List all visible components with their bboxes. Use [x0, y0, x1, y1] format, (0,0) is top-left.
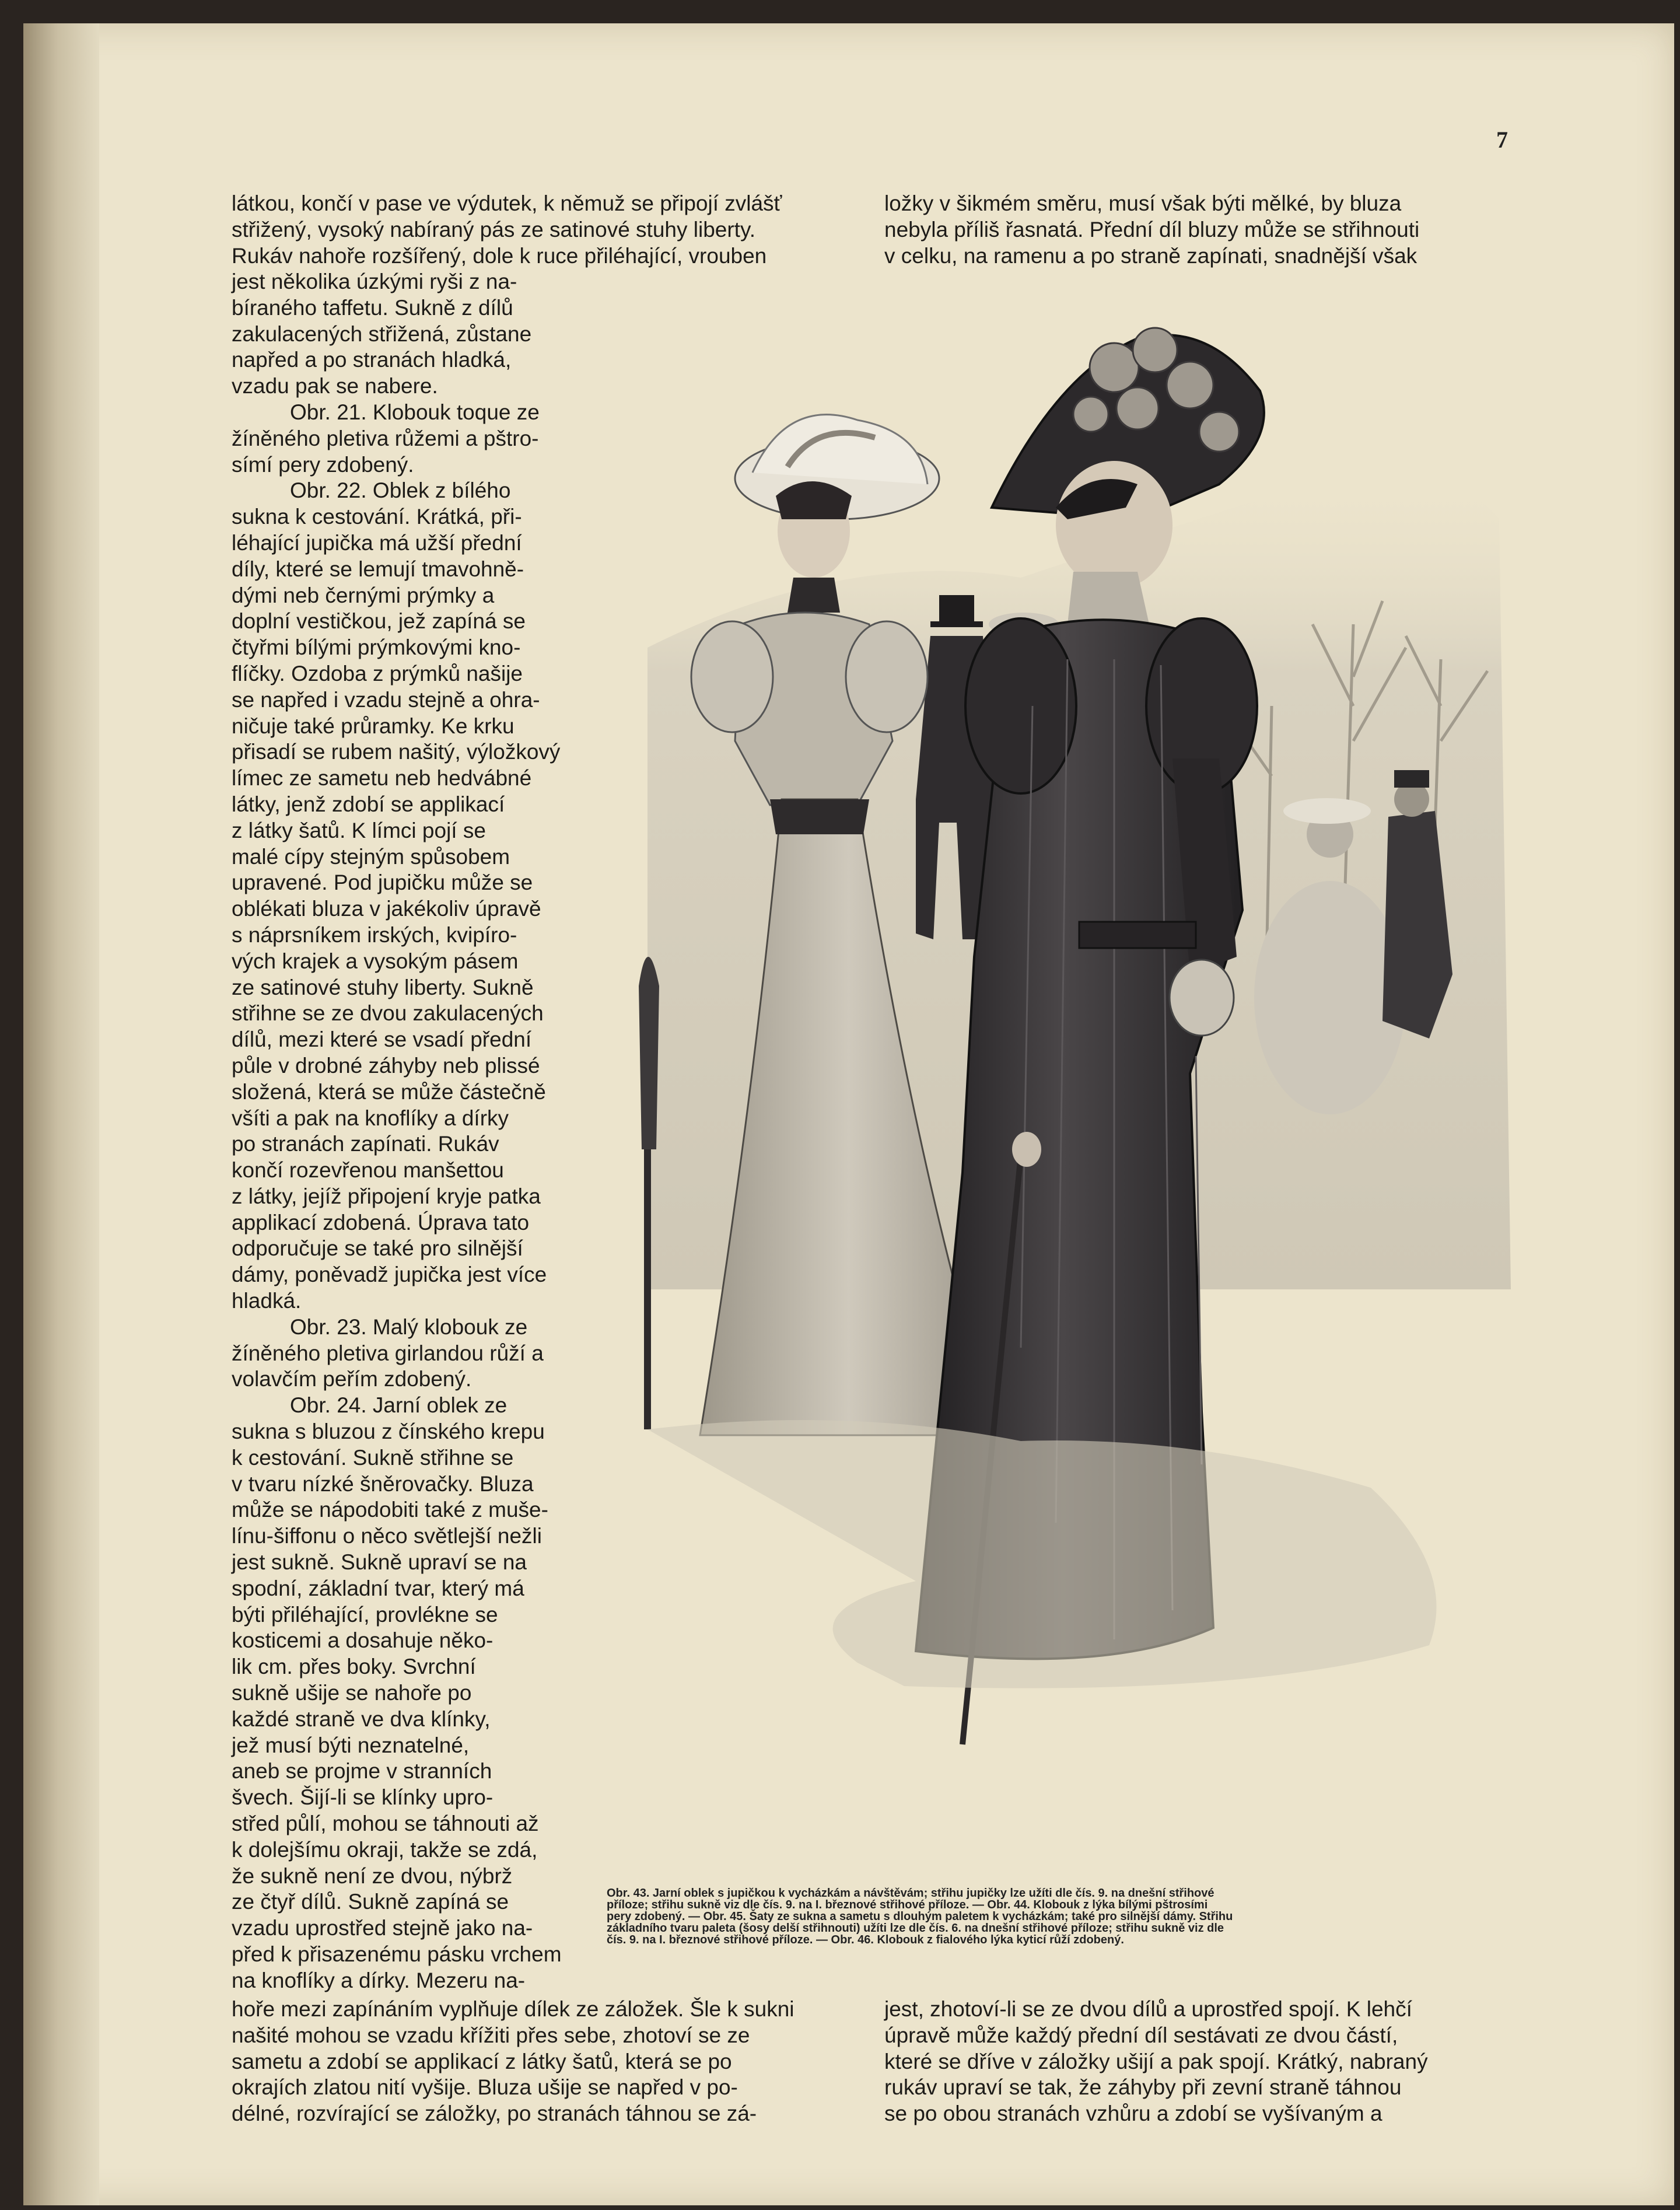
text-line: volavčím peřím zdobený. [232, 1367, 472, 1391]
text-line: po stranách zapínati. Rukáv [232, 1132, 499, 1156]
ground [648, 1420, 1437, 1688]
text-line: půle v drobné záhyby neb plissé [232, 1053, 540, 1078]
text-line: applikací zdobená. Úprava tato [232, 1210, 530, 1235]
narrow-text-column [232, 269, 593, 1994]
text-line: jest, zhotoví-li se ze dvou dílů a uprostřed spojí. K lehčí [884, 1997, 1412, 2021]
text-line: napřed a po stranách hladká, [232, 348, 512, 372]
text-line: že sukně není ze dvou, nýbrž [232, 1863, 513, 1888]
book-spine [23, 23, 99, 2205]
text-line: hoře mezi zapínáním vyplňuje dílek ze záložek. Šle k sukni [232, 1997, 794, 2021]
text-line: v tvaru nízké šněrovačky. Bluza [232, 1471, 534, 1496]
column-bottom-left [232, 1996, 873, 2127]
caption-line: Obr. 43. Jarní oblek s jupičkou k vycházkám a návštěvám; střihu jupičky lze užíti dle čís. 9. na dnešní střihové [607, 1887, 1214, 1900]
text-line: Obr. 21. Klobouk toque ze [290, 400, 540, 424]
text-line: délné, rozvírající se záložky, po stranách táhnou se zá- [232, 2101, 757, 2126]
text-line: ze satinové stuhy liberty. Sukně [232, 975, 534, 999]
text-line: střižený, vysoký nabíraný pás ze satinové stuhy liberty. [232, 217, 755, 242]
text-line: okrajích zlatou nití vyšije. Bluza ušije se napřed v po- [232, 2075, 738, 2100]
page-number: 7 [1496, 127, 1508, 153]
text-line: se napřed i vzadu stejně a ohra- [232, 687, 540, 712]
text-line: přisadí se rubem našitý, výložkový [232, 740, 561, 764]
text-line: může se nápodobiti také z muše- [232, 1498, 548, 1522]
text-line: límec ze sametu neb hedvábné [232, 766, 532, 791]
text-line: malé cípy stejným spůsobem [232, 844, 510, 869]
text-line: odporučuje se také pro silnější [232, 1236, 523, 1261]
text-line: zakulacených střižená, zůstane [232, 321, 532, 346]
text-line: čtyřmi bílými prýmkovými kno- [232, 635, 521, 660]
text-line: jest sukně. Sukně upraví se na [232, 1550, 527, 1575]
text-line: v celku, na ramenu a po straně zapínati, snadnější však [884, 243, 1418, 268]
text-line: vzadu pak se nabere. [232, 374, 438, 398]
fashion-illustration [612, 298, 1522, 1756]
text-line: kosticemi a dosahuje něko- [232, 1628, 494, 1653]
text-line: aneb se projme v stranních [232, 1759, 492, 1784]
text-line: spodní, základní tvar, který má [232, 1576, 524, 1600]
text-line: díly, které se lemují tmavohně- [232, 557, 524, 581]
text-line: nebyla příliš řasnatá. Přední díl bluzy může se střihnouti [884, 217, 1420, 242]
text-line: ze čtyř dílů. Sukně zapíná se [232, 1890, 509, 1914]
text-line: žíněného pletiva růžemi a pštro- [232, 426, 539, 450]
text-line: sukně ušije se nahoře po [232, 1681, 472, 1705]
text-line: oblékati bluza v jakékoliv úpravě [232, 897, 541, 921]
text-line: úpravě může každý přední díl sestávati ze dvou částí, [884, 2023, 1398, 2047]
text-line: ložky v šikmém směru, musí však býti mělké, by bluza [884, 191, 1402, 215]
text-line: švech. Šijí-li se klínky upro- [232, 1785, 494, 1810]
text-line: které se dříve v záložky ušijí a pak spojí. Krátký, nabraný [884, 2049, 1428, 2073]
figure-caption [607, 1887, 1517, 1946]
text-line: sukna s bluzou z čínského krepu [232, 1419, 545, 1444]
text-line: Obr. 23. Malý klobouk ze [290, 1314, 528, 1339]
caption-line: pery zdobený. — Obr. 45. Šaty ze sukna a sametu s dlouhým paletem k vycházkám; také pro silnější dámy. Střihu [607, 1910, 1233, 1923]
text-line: jest několika úzkými ryši z na- [232, 270, 517, 293]
text-line: bíraného taffetu. Sukně z dílů [232, 295, 513, 320]
text-line: k dolejšímu okraji, takže se zdá, [232, 1837, 538, 1862]
text-line: s náprsníkem irských, kvipíro- [232, 922, 517, 947]
text-line: Rukáv nahoře rozšířený, dole k ruce přiléhající, vrouben [232, 243, 767, 268]
text-line: před k přisazenému pásku vrchem [232, 1942, 562, 1966]
text-line: léhající jupička má užší přední [232, 530, 522, 555]
column-bottom-right [884, 1996, 1526, 2127]
text-line: símí pery zdobený. [232, 452, 414, 477]
text-line: línu-šiffonu o něco světlejší nežli [232, 1524, 542, 1548]
text-line: látky, jenž zdobí se applikací [232, 792, 505, 816]
text-line: Obr. 24. Jarní oblek ze [290, 1393, 508, 1418]
text-line: jež musí býti neznatelné, [232, 1733, 470, 1757]
column-top-right [884, 191, 1526, 269]
text-line: dílů, mezi které se vsadí přední [232, 1027, 532, 1052]
text-line: složená, která se může částečně [232, 1079, 546, 1104]
text-line: flíčky. Ozdoba z prýmků našije [232, 661, 523, 686]
text-line: se po obou stranách vzhůru a zdobí se vyšívaným a [884, 2101, 1382, 2126]
text-line: dými neb černými prýmky a [232, 583, 495, 607]
text-line: ničuje také průramky. Ke krku [232, 714, 514, 738]
column-top-left [232, 191, 867, 269]
text-line: žíněného pletiva girlandou růží a [232, 1341, 544, 1365]
text-line: doplní vestičkou, jež zapíná se [232, 609, 526, 634]
text-line: z látky šatů. K límci pojí se [232, 818, 486, 842]
caption-line: základního tvaru paleta (šosy delší střihnouti) užíti lze dle čís. 6. na dnešní střihové příloze; střihu sukně viz dle [607, 1922, 1224, 1935]
text-line: střihne se ze dvou zakulacených [232, 1001, 544, 1026]
text-line: končí rozevřenou manšettou [232, 1158, 504, 1183]
text-line: všíti a pak na knoflíky a dírky [232, 1106, 509, 1130]
text-line: lik cm. přes boky. Svrchní [232, 1655, 476, 1679]
text-line: upravené. Pod jupičku může se [232, 870, 533, 895]
text-line: sametu a zdobí se applikací z látky šatů, která se po [232, 2049, 732, 2073]
text-line: každé straně ve dva klínky, [232, 1707, 491, 1731]
text-line: rukáv upraví se tak, že záhyby při zevní straně táhnou [884, 2075, 1402, 2100]
text-line: k cestování. Sukně střihne se [232, 1445, 514, 1470]
text-line: našité mohou se vzadu křížiti přes sebe, zhotoví se ze [232, 2023, 750, 2047]
text-line: vých krajek a vysokým pásem [232, 949, 519, 973]
text-line: dámy, poněvadž jupička jest více [232, 1263, 547, 1287]
text-line: na knoflíky a dírky. Mezeru na- [232, 1968, 526, 1992]
text-line: Obr. 22. Oblek z bílého [290, 478, 511, 503]
text-line: sukna k cestování. Krátká, při- [232, 505, 522, 529]
text-line: vzadu uprostřed stejně jako na- [232, 1916, 533, 1940]
caption-line: příloze; střihu sukně viz dle čís. 9. na I. březnové střihové příloze. — Obr. 44. Klobouk z lýka bílými pštrosími [607, 1898, 1208, 1911]
text-line: hladká. [232, 1289, 302, 1313]
text-line: látkou, končí v pase ve výdutek, k němuž se připojí zvlášť [232, 191, 782, 215]
text-line: z látky, jejíž připojení kryje patka [232, 1184, 541, 1208]
caption-line: čís. 9. na I. březnové střihové příloze. — Obr. 46. Klobouk z fialového lýka kyticí růží zdobený. [607, 1933, 1124, 1946]
book-page [23, 23, 1674, 2205]
text-line: střed půlí, mohou se táhnouti až [232, 1812, 539, 1836]
text-line: býti přiléhající, provlékne se [232, 1602, 498, 1627]
